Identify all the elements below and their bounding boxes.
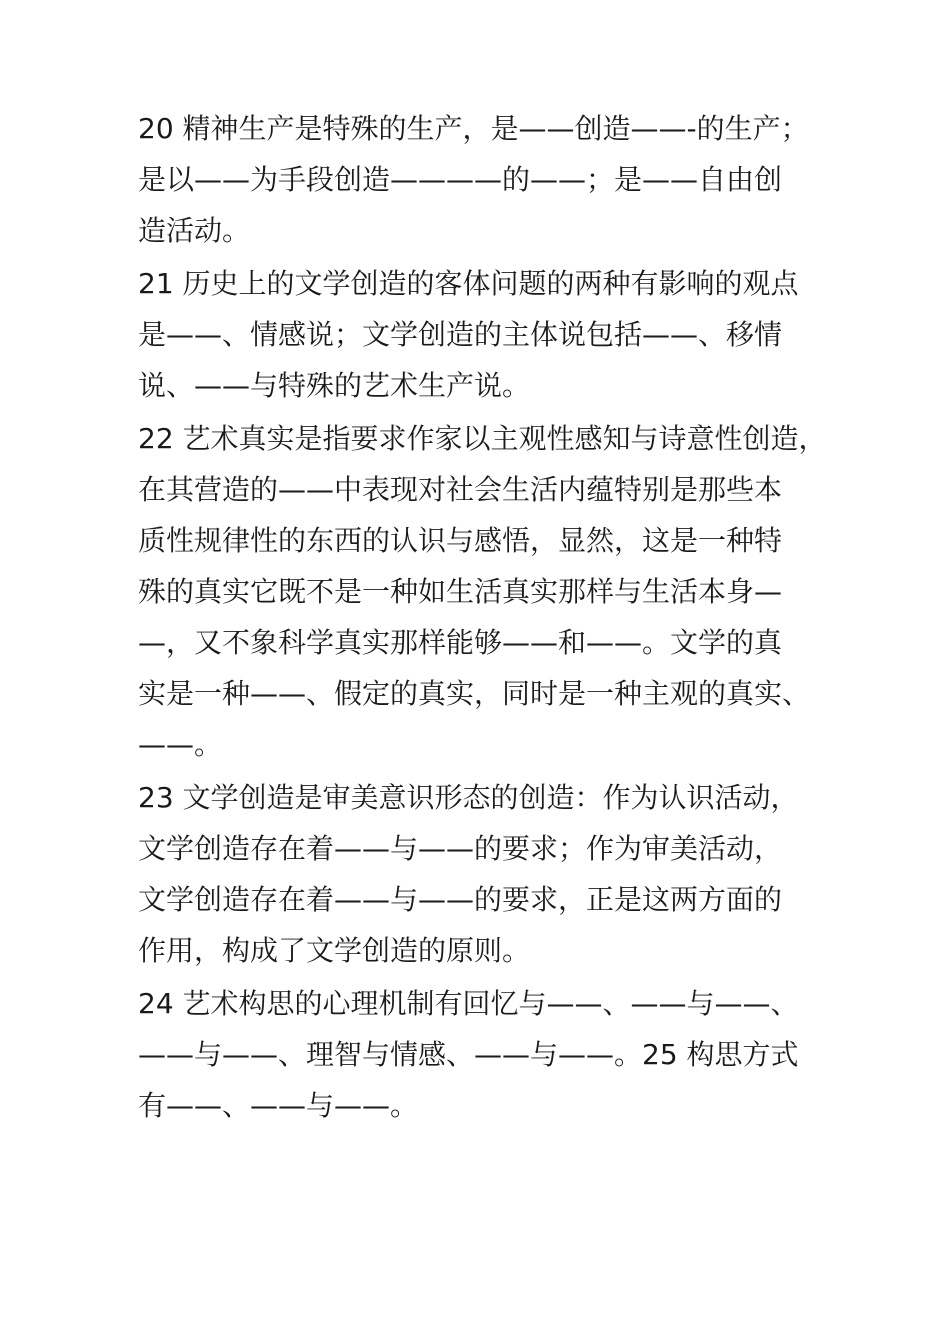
- text-line: 有——、——与——。: [138, 1089, 419, 1122]
- text-line: 21 历史上的文学创造的客体问题的两种有影响的观点: [138, 267, 799, 300]
- text-line: 殊的真实它既不是一种如生活真实那样与生活本身—: [138, 575, 783, 608]
- question-20-paragraph: [138, 103, 828, 256]
- text-line: —，又不象科学真实那样能够——和——。文学的真: [138, 626, 783, 659]
- text-line: 22 艺术真实是指要求作家以主观性感知与诗意性创造，: [138, 422, 827, 455]
- text-line: 是——、情感说；文学创造的主体说包括——、移情: [138, 318, 783, 351]
- text-line: 20 精神生产是特殊的生产，是——创造——-的生产；: [138, 112, 809, 145]
- text-line: 说、——与特殊的艺术生产说。: [138, 369, 531, 402]
- text-line: 实是一种——、假定的真实，同时是一种主观的真实、: [138, 677, 811, 710]
- text-line: ——与——、理智与情感、——与——。25 构思方式: [138, 1038, 799, 1071]
- document-body: [138, 103, 828, 1133]
- text-line: 文学创造存在着——与——的要求，正是这两方面的: [138, 883, 783, 916]
- question-23-paragraph: [138, 772, 828, 976]
- text-line: 是以——为手段创造————的——；是——自由创: [138, 163, 783, 196]
- text-line: 作用，构成了文学创造的原则。: [138, 934, 531, 967]
- text-line: 文学创造存在着——与——的要求；作为审美活动，: [138, 832, 783, 865]
- text-line: 在其营造的——中表现对社会生活内蕴特别是那些本: [138, 473, 783, 506]
- text-line: ——。: [138, 728, 223, 761]
- text-line: 质性规律性的东西的认识与感悟，显然，这是一种特: [138, 524, 783, 557]
- text-line: 24 艺术构思的心理机制有回忆与——、——与——、: [138, 987, 799, 1020]
- text-line: 造活动。: [138, 214, 251, 247]
- question-24-25-paragraph: [138, 978, 828, 1131]
- question-22-paragraph: [138, 413, 828, 770]
- text-line: 23 文学创造是审美意识形态的创造：作为认识活动，: [138, 781, 799, 814]
- question-21-paragraph: [138, 258, 828, 411]
